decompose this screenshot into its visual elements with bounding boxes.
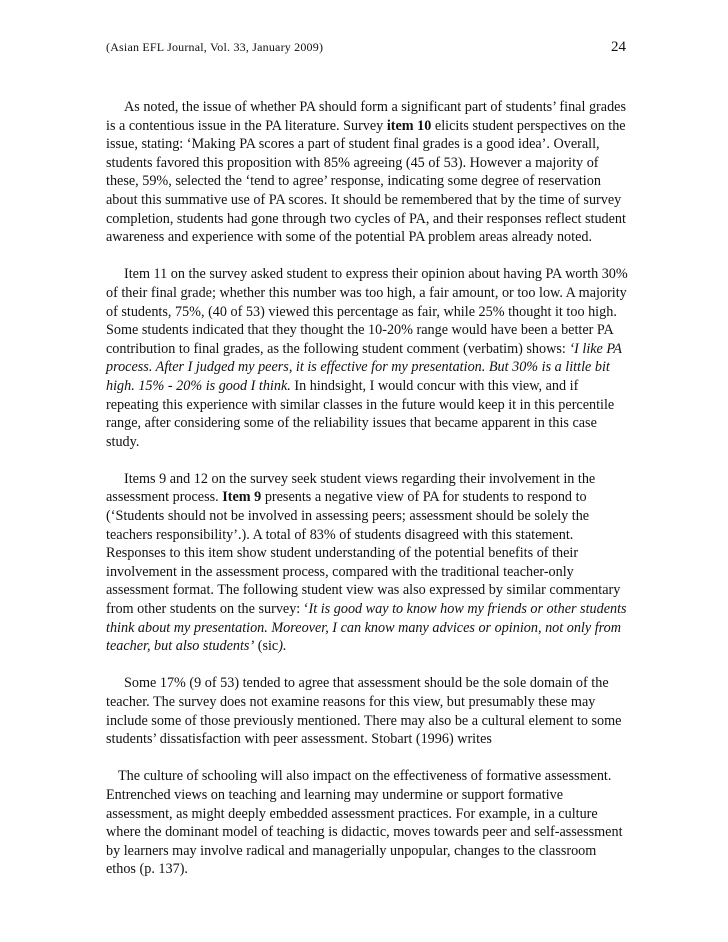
bold-item-reference: item 10 <box>386 117 432 134</box>
block-quote-stobart <box>106 767 628 879</box>
paragraph-text: As noted, the issue of whether PA should form a significant part of students’ final grades is a contentious issue in the PA literature. Survey <box>106 99 626 134</box>
paragraph-text: presents a negative view of PA for students to respond to (‘Students should not be involved in assessing peers; assessment should be solely the teachers responsibility’.). A total of 83% of students disagreed with this statement. Responses to this item show student understanding of the potential benefits of their involvement in the assessment process, compared with the traditional teacher-only assessment format. The following student view was also expressed by similar commentary from other students on the survey: ‘ <box>106 489 621 618</box>
paragraph-item-11 <box>106 265 628 451</box>
paragraph-text: Item 11 on the survey asked student to express their opinion about having PA worth 30% of their final grade; whether this number was too high, a fair amount, or too low. A majority of students, 75%, (40 of 53) viewed this percentage as fair, while 25% thought it too high. Some students indicated that they thought the 10-20% range would have been a better PA contribution to final grades, as the following student comment (verbatim) shows: <box>106 266 628 357</box>
running-header <box>106 40 626 60</box>
student-quote: It is good way to know how my friends or other students think about my presentation. Moreover, I can know many advices or opinion, not only from teacher, but also students’ <box>106 601 627 655</box>
paragraph-text: (sic <box>254 638 279 655</box>
paragraph-text-italic: ). <box>278 638 287 655</box>
paragraph-text: Items 9 and 12 on the survey seek student views regarding their involvement in the assessment process. <box>106 470 596 506</box>
student-quote: ‘I like PA process. After I judged my peers, it is effective for my presentation. But 30% is a little bit high. 15% - 20% is good I think. <box>106 340 622 394</box>
paragraph-text: elicits student perspectives on the issue, stating: ‘Making PA scores a part of student final grades is a good idea’. Overall, students favored this proposition with 85% agreeing (45 of 53). However a majority of these, 59%, selected the ‘tend to agree’ response, indicating some degree of reservation about this summative use of PA scores. It should be remembered that by the time of survey completion, students had gone through two cycles of PA, and their responses reflect student awareness and experience with some of the potential PA problem areas already noted. <box>106 117 626 246</box>
paragraph-text: Some 17% (9 of 53) tended to agree that assessment should be the sole domain of the teacher. The survey does not examine reasons for this view, but presumably these may include some of those previously mentioned. There may also be a cultural element to some students’ dissatisfaction with peer assessment. Stobart (1996) writes <box>106 675 622 748</box>
quote-text: The culture of schooling will also impact on the effectiveness of formative assessment. Entrenched views on teaching and learning may undermine or support formative assessment, as might deeply embedded assessment practices. For example, in a culture where the dominant model of teaching is didactic, moves towards peer and self-assessment by learners may involve radical and managerially unpopular, changes to the classroom ethos (p. 137). <box>106 768 623 878</box>
paragraph-items-9-12 <box>106 470 628 656</box>
paragraph-text: In hindsight, I would concur with this view, and if repeating this experience with similar classes in the future would keep it in this percentile range, after considering some of the reliability issues that became apparent in this case study. <box>106 377 615 450</box>
paragraph-item-10 <box>106 98 628 247</box>
journal-citation: (Asian EFL Journal, Vol. 33, January 2009) <box>106 40 324 54</box>
page-number: 24 <box>611 39 626 55</box>
paragraph-sole-domain <box>106 674 628 748</box>
bold-item-reference: Item 9 <box>222 489 262 506</box>
body-text <box>106 98 628 898</box>
